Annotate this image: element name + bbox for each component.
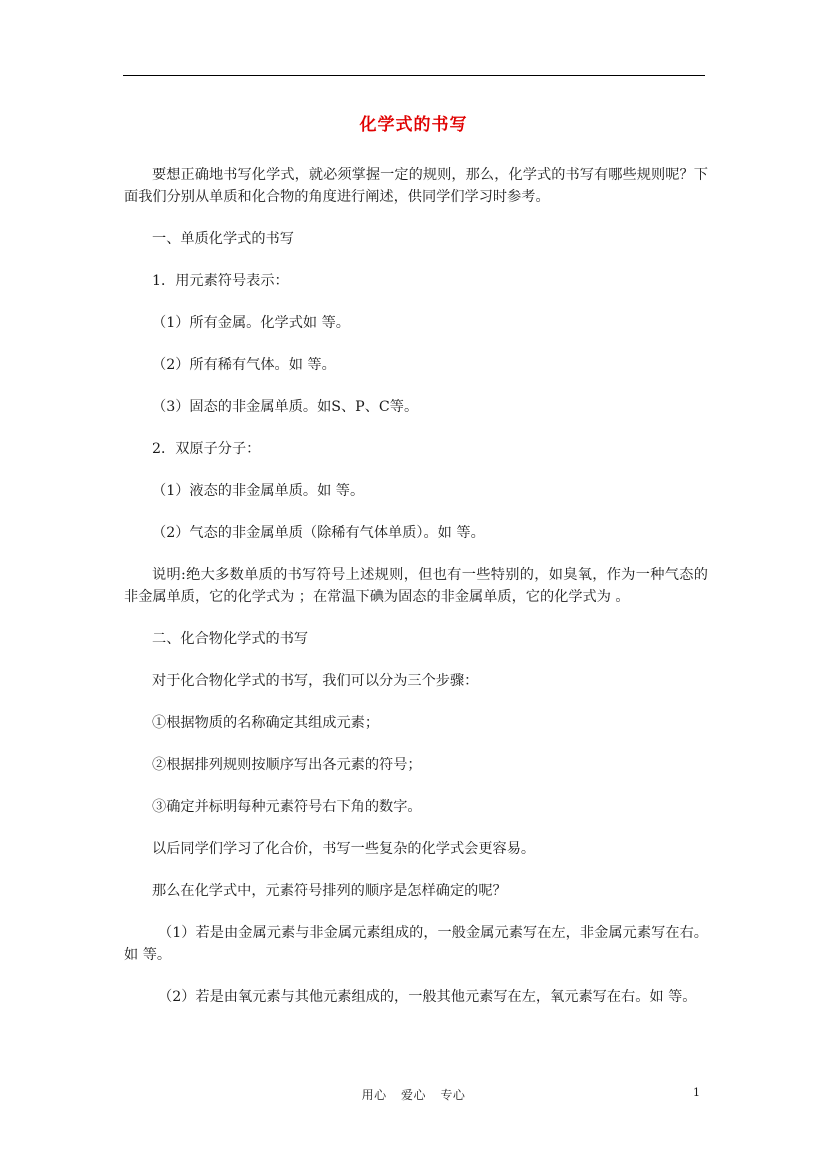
section1-note: 说明:绝大多数单质的书写符号上述规则，但也有一些特别的，如臭氧，作为一种气态的非金属单质，它的化学式为 ；在常温下碘为固态的非金属单质，它的化学式为 。 <box>124 567 708 605</box>
section2-step1: ①根据物质的名称确定其组成元素； <box>152 715 380 731</box>
section1-heading: 一、单质化学式的书写 <box>152 231 294 247</box>
section1-item3: （3）固态的非金属单质。如S、P、C等。 <box>152 399 419 415</box>
section2-p2: 以后同学们学习了化合价，书写一些复杂的化学式会更容易。 <box>152 841 536 857</box>
page-title: 化学式的书写 <box>359 115 468 135</box>
section1-item2: （2）所有稀有气体。如 等。 <box>152 357 336 373</box>
intro-paragraph: 要想正确地书写化学式，就必须掌握一定的规则，那么，化学式的书写有哪些规则呢？下面我们分别从单质和化合物的角度进行阐述，供同学们学习时参考。 <box>124 167 708 205</box>
section1-item1: （1）所有金属。化学式如 等。 <box>152 315 350 331</box>
footer-word-1: 用心 <box>361 1088 387 1102</box>
section2-p1: 对于化合物化学式的书写，我们可以分为三个步骤： <box>152 673 479 689</box>
header-rule <box>123 75 705 76</box>
section2-heading: 二、化合物化学式的书写 <box>152 631 309 647</box>
section2-p3: 那么在化学式中，元素符号排列的顺序是怎样确定的呢？ <box>152 883 507 899</box>
section2-rule2: （2）若是由氧元素与其他元素组成的，一般其他元素写在左，氧元素写在右。如 等。 <box>158 989 697 1005</box>
section1-sub1: 1．用元素符号表示： <box>152 273 289 289</box>
section1-sub2: 2．双原子分子： <box>152 441 261 457</box>
footer-word-2: 爱心 <box>400 1088 426 1102</box>
section1-item5: （2）气态的非金属单质（除稀有气体单质）。如 等。 <box>152 525 485 541</box>
section2-rule1: （1）若是由金属元素与非金属元素组成的，一般金属元素写在左，非金属元素写在右。如 等。 <box>124 925 708 963</box>
section2-step2: ②根据排列规则按顺序写出各元素的符号； <box>152 757 422 773</box>
footer-word-3: 专心 <box>440 1088 466 1102</box>
document-body <box>124 164 708 1008</box>
footer-slogan <box>0 1086 827 1103</box>
page-number: 1 <box>693 1086 700 1099</box>
section2-step3: ③确定并标明每种元素符号右下角的数字。 <box>152 799 422 815</box>
section1-item4: （1）液态的非金属单质。如 等。 <box>152 483 365 499</box>
